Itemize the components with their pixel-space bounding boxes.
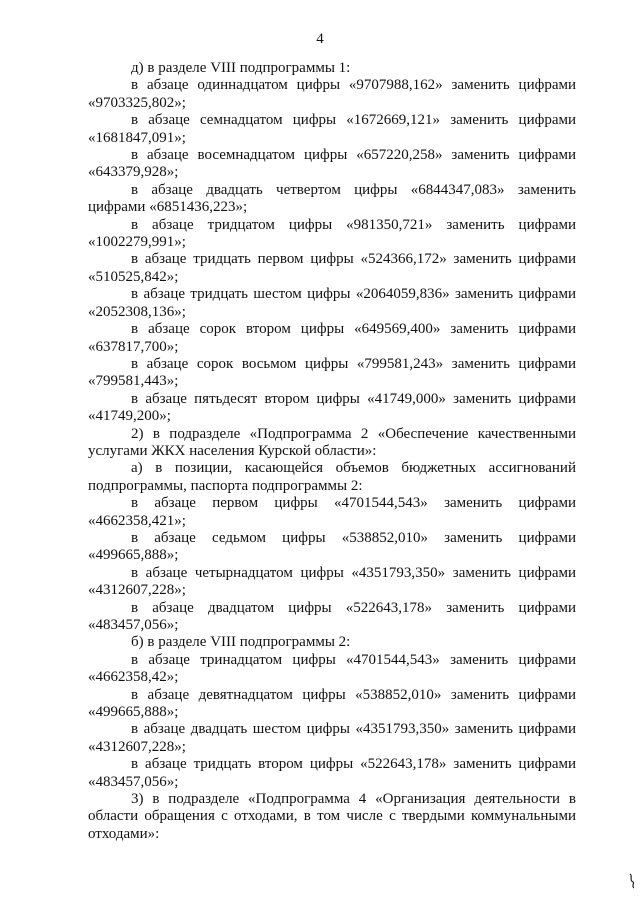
document-body (88, 60, 576, 843)
section-heading: б) в разделе VIII подпрограммы 2: (131, 634, 351, 651)
section-heading: д) в разделе VIII подпрограммы 1: (131, 60, 351, 76)
amendment-item: в абзаце двадцатом цифры «522643,178» заменить цифрами «483457,056»; (88, 599, 576, 633)
amendment-item: в абзаце тридцать втором цифры «522643,178» заменить цифрами «483457,056»; (88, 756, 576, 790)
amendment-item: в абзаце первом цифры «4701544,543» заменить цифрами «4662358,421»; (88, 495, 576, 529)
amendment-item: в абзаце тридцать первом цифры «524366,172» заменить цифрами «510525,842»; (88, 251, 576, 285)
amendment-item: в абзаце семнадцатом цифры «1672669,121» заменить цифрами «1681847,091»; (88, 112, 576, 146)
amendment-item: в абзаце тридцать шестом цифры «2064059,836» заменить цифрами «2052308,136»; (88, 286, 576, 320)
amendment-item: в абзаце двадцать шестом цифры «4351793,350» заменить цифрами «4312607,228»; (88, 721, 576, 755)
page-number: 4 (316, 31, 324, 47)
amendment-item: в абзаце восемнадцатом цифры «657220,258» заменить цифрами «643379,928»; (88, 147, 576, 181)
section-heading: а) в позиции, касающейся объемов бюджетных ассигнований подпрограммы, паспорта подпрограммы 2: (88, 460, 576, 494)
amendment-item: в абзаце пятьдесят втором цифры «41749,000» заменить цифрами «41749,200»; (88, 390, 576, 425)
amendment-item: в абзаце тринадцатом цифры «4701544,543» заменить цифрами «4662358,42»; (88, 651, 576, 686)
amendment-item: в абзаце седьмом цифры «538852,010» заменить цифрами «499665,888»; (88, 529, 576, 564)
section-heading: 3) в подразделе «Подпрограмма 4 «Организация деятельности в области обращения с отходами, в том числе с твердыми коммунальными отходами»: (88, 791, 576, 842)
amendment-item: в абзаце четырнадцатом цифры «4351793,350» заменить цифрами «4312607,228»; (88, 564, 576, 599)
amendment-item: в абзаце девятнадцатом цифры «538852,010» заменить цифрами «499665,888»; (88, 686, 576, 721)
margin-mark-icon (627, 873, 637, 889)
amendment-item: в абзаце тридцатом цифры «981350,721» заменить цифрами «1002279,991»; (88, 216, 576, 251)
amendment-item: в абзаце сорок восьмом цифры «799581,243» заменить цифрами «799581,443»; (88, 355, 576, 390)
section-heading: 2) в подразделе «Подпрограмма 2 «Обеспечение качественными услугами ЖКХ населения Курской области»: (88, 425, 576, 459)
amendment-item: в абзаце сорок втором цифры «649569,400» заменить цифрами «637817,700»; (88, 321, 576, 355)
amendment-item: в абзаце двадцать четвертом цифры «6844347,083» заменить цифрами «6851436,223»; (88, 181, 576, 216)
amendment-item: в абзаце одиннадцатом цифры «9707988,162» заменить цифрами «9703325,802»; (88, 77, 576, 111)
